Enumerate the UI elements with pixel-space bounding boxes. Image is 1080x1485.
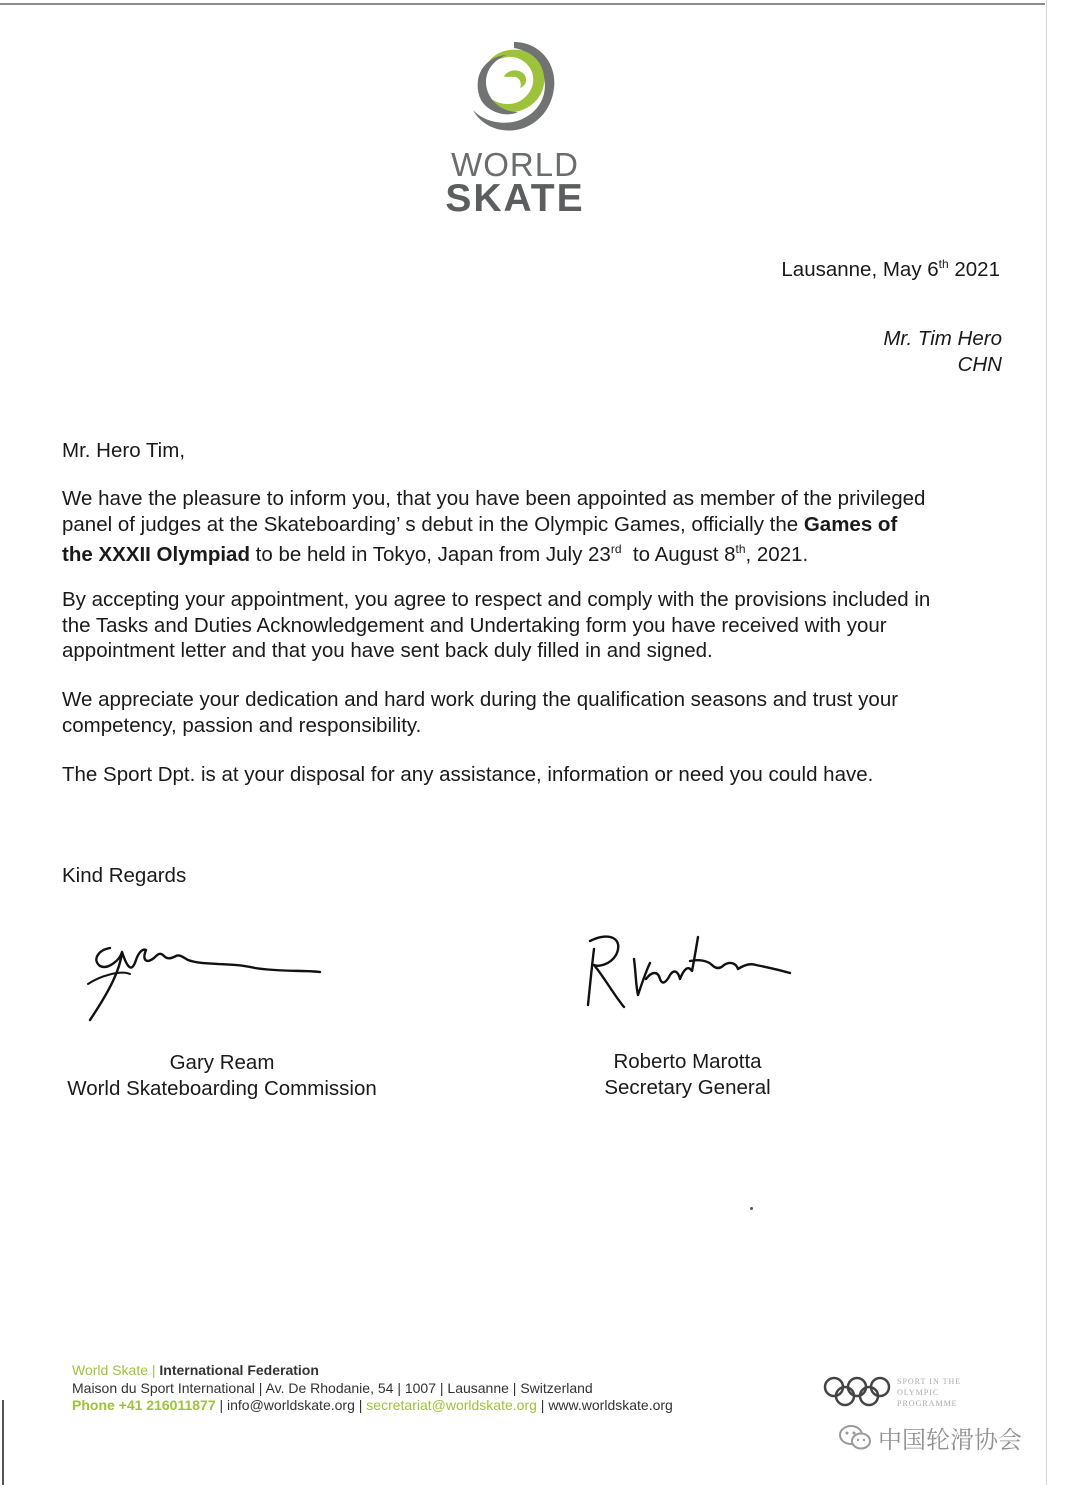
footer-line-org: World Skate | International Federation	[72, 1362, 319, 1378]
closing: Kind Regards	[62, 864, 187, 887]
signer-block-ream	[62, 1050, 382, 1101]
paragraph-line: appointment letter and that you have sent back duly filled in and signed.	[62, 639, 713, 662]
right-page-edge	[1046, 0, 1047, 1485]
olympic-rings-icon	[822, 1374, 894, 1410]
paragraph-line: We appreciate your dedication and hard work during the qualification seasons and trust your	[62, 688, 899, 711]
watermark-text: 中国轮滑协会	[878, 1426, 1022, 1454]
paragraph-line: By accepting your appointment, you agree to respect and comply with the provisions included in	[62, 588, 931, 611]
date-ordinal: th	[938, 257, 949, 271]
date-year: 2021	[948, 257, 1000, 281]
wechat-icon	[838, 1424, 872, 1458]
paragraph-line: the Tasks and Duties Acknowledgement and Undertaking form you have received with your	[62, 613, 887, 637]
footer-line-address: Maison du Sport International | Av. De Rhodanie, 54 | 1007 | Lausanne | Switzerland	[72, 1379, 593, 1396]
footer-line-contact: Phone +41 216011877 | info@worldskate.org | secretariat@worldskate.org | www.worldskate.org	[72, 1397, 673, 1413]
signature-roberto-marotta	[580, 925, 810, 1020]
olympic-programme-text: SPORT IN THE OLYMPIC PROGRAMME	[897, 1377, 962, 1408]
addressee-country: CHN	[957, 353, 1002, 376]
logo-word-skate: SKATE	[445, 177, 585, 220]
paragraph-assistance: The Sport Dpt. is at your disposal for any assistance, information or need you could have.	[62, 763, 874, 786]
signer-name: Roberto Marotta	[613, 1050, 762, 1073]
paragraph-line: competency, passion and responsibility.	[62, 713, 422, 737]
salutation: Mr. Hero Tim,	[62, 439, 186, 462]
paragraph-line: the XXXII Olympiad to be held in Tokyo, Japan from July 23rd to August 8th, 2021.	[62, 542, 809, 566]
signer-title: Secretary General	[604, 1075, 771, 1099]
world-skate-logo	[430, 36, 600, 220]
signer-name: Gary Ream	[169, 1051, 275, 1074]
paragraph-acceptance	[62, 587, 1012, 664]
top-border-rule	[0, 3, 1045, 5]
date-text: Lausanne, May 6	[781, 257, 939, 281]
signer-block-marotta	[560, 1049, 815, 1100]
letterhead-footer	[72, 1362, 673, 1415]
signer-title: World Skateboarding Commission	[67, 1076, 377, 1100]
olympic-programme-badge	[822, 1374, 992, 1414]
signature-gary-ream	[80, 930, 330, 1025]
addressee-name: Mr. Tim Hero	[883, 327, 1002, 350]
logo-word-world: WORLD	[451, 146, 579, 183]
scan-speck	[750, 1207, 753, 1210]
wechat-watermark	[838, 1420, 1022, 1458]
world-skate-swirl-icon	[464, 36, 564, 142]
addressee-block	[883, 326, 1002, 378]
paragraph-appointment	[62, 486, 1012, 567]
letter-date	[781, 252, 1000, 282]
paragraph-line: panel of judges at the Skateboarding’ s debut in the Olympic Games, officially the Games of	[62, 512, 898, 536]
left-scan-edge	[2, 1400, 4, 1485]
paragraph-line: We have the pleasure to inform you, that you have been appointed as member of the privileged	[62, 487, 926, 510]
paragraph-appreciation	[62, 687, 1012, 738]
